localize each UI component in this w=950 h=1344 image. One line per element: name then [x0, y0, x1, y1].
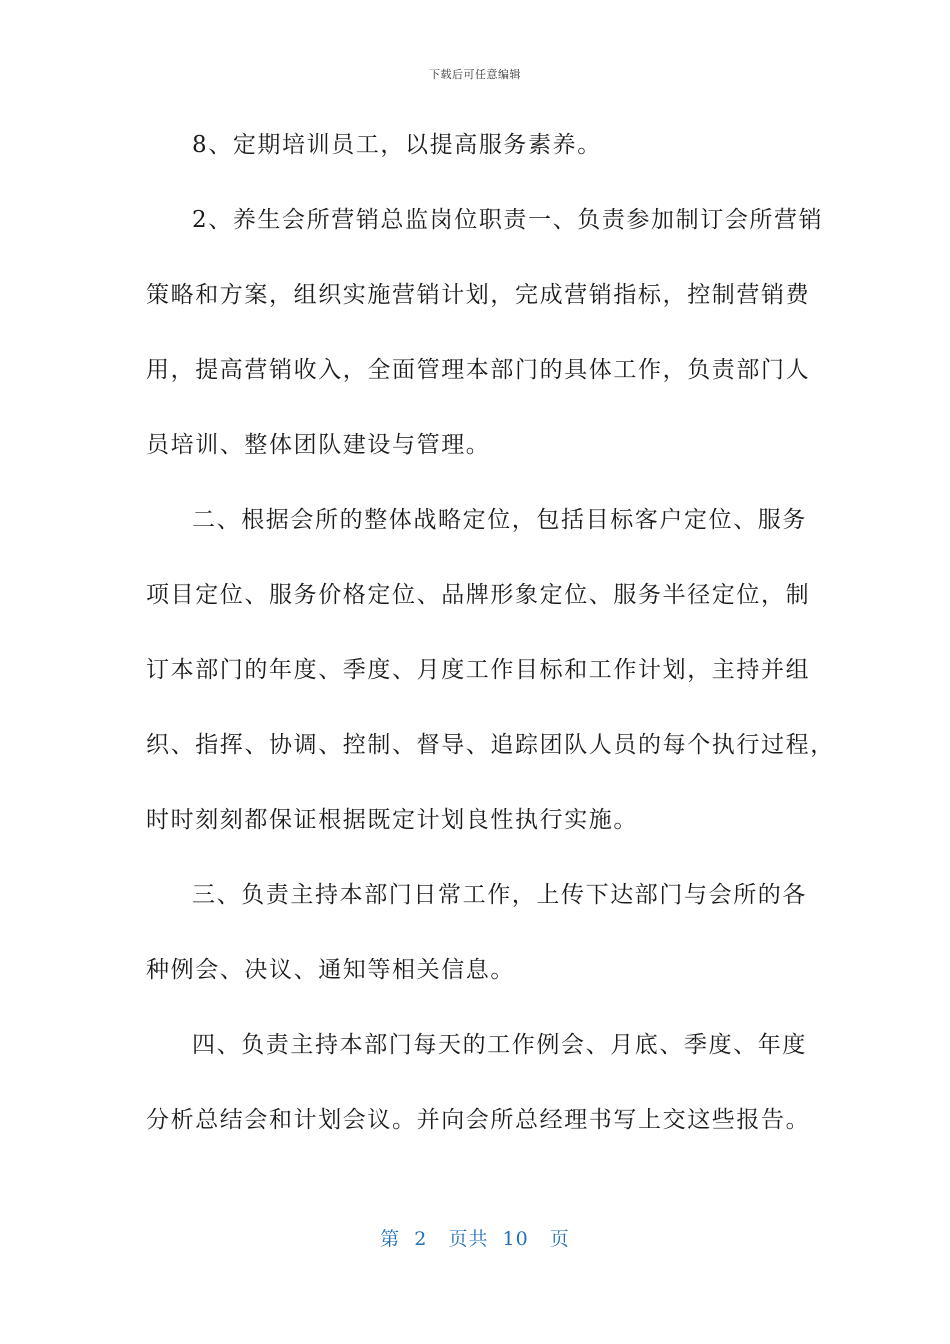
paragraph-line-5: 员培训、整体团队建设与管理。 — [146, 432, 491, 458]
page-number-footer: 第 2 页共 10 页 — [380, 1228, 570, 1250]
paragraph-line-13: 四、负责主持本部门每天的工作例会、月底、季度、年度 — [192, 1032, 807, 1058]
paragraph-line-1: 8、定期培训员工，以提高服务素养。 — [192, 132, 602, 158]
page-header-note: 下载后可任意编辑 — [429, 68, 521, 81]
paragraph-line-7: 项目定位、服务价格定位、品牌形象定位、服务半径定位，制 — [146, 582, 811, 608]
paragraph-line-2: 2、养生会所营销总监岗位职责一、负责参加制订会所营销 — [192, 207, 824, 233]
paragraph-line-14: 分析总结会和计划会议。并向会所总经理书写上交这些报告。 — [146, 1107, 811, 1133]
paragraph-line-10: 时时刻刻都保证根据既定计划良性执行实施。 — [146, 807, 638, 833]
paragraph-line-3: 策略和方案，组织实施营销计划，完成营销指标，控制营销费 — [146, 282, 811, 308]
document-body — [146, 122, 835, 1172]
paragraph-line-6: 二、根据会所的整体战略定位，包括目标客户定位、服务 — [192, 507, 807, 533]
paragraph-line-4: 用，提高营销收入，全面管理本部门的具体工作，负责部门人 — [146, 357, 811, 383]
paragraph-line-9: 织、指挥、协调、控制、督导、追踪团队人员的每个执行过程， — [146, 732, 835, 758]
paragraph-line-12: 种例会、决议、通知等相关信息。 — [146, 957, 515, 983]
paragraph-line-8: 订本部门的年度、季度、月度工作目标和工作计划，主持并组 — [146, 657, 811, 683]
paragraph-line-11: 三、负责主持本部门日常工作，上传下达部门与会所的各 — [192, 882, 807, 908]
